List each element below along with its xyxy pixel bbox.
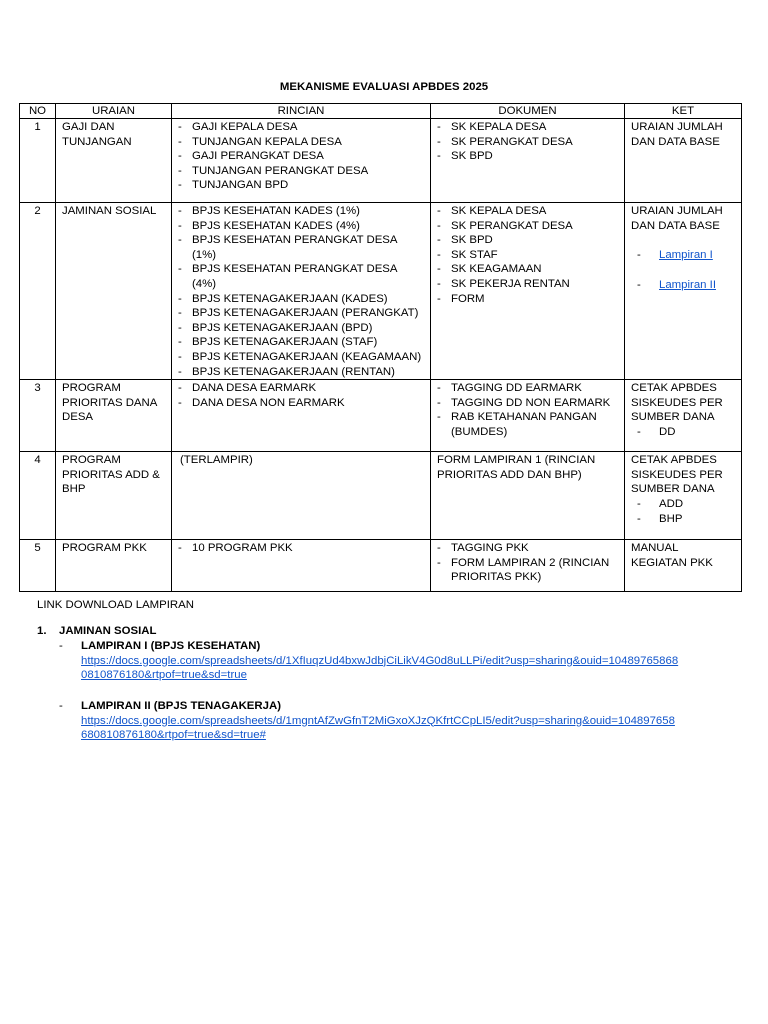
table-row	[20, 203, 742, 380]
section-heading	[37, 624, 697, 639]
row-rincian	[172, 540, 431, 592]
list-item: - SK BPD	[437, 149, 618, 164]
row-rincian	[172, 452, 431, 540]
lampiran-2-url-link[interactable]: https://docs.google.com/spreadsheets/d/1mgntAfZwGfnT2MiGxoXJzQKfrtCCpLI5/edit?usp=sharing&ouid=104897658680810876180&rtpof=true&sd=true#	[81, 714, 675, 742]
list-item: - TUNJANGAN KEPALA DESA	[178, 135, 424, 150]
row-no: 3	[20, 380, 56, 452]
row-uraian: GAJI DAN TUNJANGAN	[56, 119, 172, 203]
list-item: - RAB KETAHANAN PANGAN (BUMDES)	[437, 410, 618, 439]
row-uraian: PROGRAM PKK	[56, 540, 172, 592]
list-item: - SK KEAGAMAAN	[437, 262, 618, 277]
list-item: - ADD	[631, 497, 735, 512]
list-item: - TAGGING DD NON EARMARK	[437, 396, 618, 411]
list-item: - BPJS KETENAGAKERJAAN (KEAGAMAAN)	[178, 350, 424, 365]
list-item: - BPJS KESEHATAN PERANGKAT DESA (4%)	[178, 262, 424, 291]
row-dokumen	[431, 203, 625, 380]
list-item: - BPJS KETENAGAKERJAAN (PERANGKAT)	[178, 306, 424, 321]
table-row	[20, 119, 742, 203]
header-rincian: RINCIAN	[172, 104, 431, 119]
list-item: - BHP	[631, 512, 735, 527]
list-item	[631, 248, 735, 263]
list-item: - BPJS KETENAGAKERJAAN (BPD)	[178, 321, 424, 336]
lampiran-2-link[interactable]: Lampiran II	[659, 278, 716, 291]
list-item: - SK PERANGKAT DESA	[437, 135, 618, 150]
row-rincian	[172, 380, 431, 452]
header-dokumen: DOKUMEN	[431, 104, 625, 119]
row-no: 5	[20, 540, 56, 592]
page-title: MEKANISME EVALUASI APBDES 2025	[279, 81, 489, 93]
table-row	[20, 380, 742, 452]
row-uraian: PROGRAM PRIORITAS DANA DESA	[56, 380, 172, 452]
section-number: 1.	[37, 624, 47, 637]
list-item: - BPJS KESEHATAN KADES (4%)	[178, 219, 424, 234]
lampiran-label: LAMPIRAN II (BPJS TENAGAKERJA)	[81, 699, 281, 712]
list-item: - BPJS KETENAGAKERJAAN (RENTAN)	[178, 365, 424, 380]
list-item: - FORM	[437, 292, 618, 307]
ket-text: URAIAN JUMLAH DAN DATA BASE	[631, 205, 723, 232]
ket-text: CETAK APBDES SISKEUDES PER SUMBER DANA	[631, 382, 723, 424]
list-item: - FORM LAMPIRAN 2 (RINCIAN PRIORITAS PKK)	[437, 556, 618, 585]
row-ket: MANUAL KEGIATAN PKK	[625, 540, 742, 592]
row-rincian	[172, 119, 431, 203]
row-dokumen: FORM LAMPIRAN 1 (RINCIAN PRIORITAS ADD DAN BHP)	[431, 452, 625, 540]
row-uraian: JAMINAN SOSIAL	[56, 203, 172, 380]
table-row	[20, 540, 742, 592]
table-header-row	[20, 104, 742, 119]
list-item: - 10 PROGRAM PKK	[178, 541, 424, 556]
header-uraian: URAIAN	[56, 104, 172, 119]
list-item: - GAJI KEPALA DESA	[178, 120, 424, 135]
list-item	[631, 278, 735, 293]
list-item: - SK STAF	[437, 248, 618, 263]
lampiran-item: - LAMPIRAN I (BPJS KESEHATAN) https://docs.google.com/spreadsheets/d/1XfIuqzUd4bxwJdbjCiLikV4G0d8uLLPi/edit?usp=sharing&ouid=104897658680810876180&rtpof=true&sd=true	[37, 639, 697, 683]
row-ket	[625, 203, 742, 380]
list-item: - BPJS KESEHATAN KADES (1%)	[178, 204, 424, 219]
lampiran-1-url-link[interactable]: https://docs.google.com/spreadsheets/d/1XfIuqzUd4bxwJdbjCiLikV4G0d8uLLPi/edit?usp=sharing&ouid=104897658680810876180&rtpof=true&sd=true	[81, 654, 679, 682]
rincian-text: (TERLAMPIR)	[180, 454, 253, 467]
list-item: - BPJS KETENAGAKERJAAN (STAF)	[178, 335, 424, 350]
row-dokumen	[431, 380, 625, 452]
row-ket: URAIAN JUMLAH DAN DATA BASE	[625, 119, 742, 203]
list-item: - TAGGING DD EARMARK	[437, 381, 618, 396]
lampiran-1-link[interactable]: Lampiran I	[659, 249, 713, 262]
list-item: - SK KEPALA DESA	[437, 204, 618, 219]
row-no: 4	[20, 452, 56, 540]
download-section	[37, 598, 697, 743]
table-row	[20, 452, 742, 540]
list-item: - BPJS KESEHATAN PERANGKAT DESA (1%)	[178, 233, 424, 262]
list-item: - SK KEPALA DESA	[437, 120, 618, 135]
evaluation-table	[19, 103, 742, 592]
list-item: - BPJS KETENAGAKERJAAN (KADES)	[178, 292, 424, 307]
list-item: - GAJI PERANGKAT DESA	[178, 149, 424, 164]
list-item: - DANA DESA NON EARMARK	[178, 396, 424, 411]
lampiran-item: - LAMPIRAN II (BPJS TENAGAKERJA) https://docs.google.com/spreadsheets/d/1mgntAfZwGfnT2MiGxoXJzQKfrtCCpLI5/edit?usp=sharing&ouid=104897658680810876180&rtpof=true&sd=true#	[37, 699, 697, 743]
list-item: - TAGGING PKK	[437, 541, 618, 556]
list-item: - SK BPD	[437, 233, 618, 248]
row-ket	[625, 380, 742, 452]
list-item: - SK PEKERJA RENTAN	[437, 277, 618, 292]
list-item: - DD	[631, 425, 735, 440]
row-dokumen	[431, 119, 625, 203]
row-ket	[625, 452, 742, 540]
row-dokumen	[431, 540, 625, 592]
header-no: NO	[20, 104, 56, 119]
lampiran-label: LAMPIRAN I (BPJS KESEHATAN)	[81, 640, 261, 653]
section-title: JAMINAN SOSIAL	[59, 624, 157, 637]
ket-text: CETAK APBDES SISKEUDES PER SUMBER DANA	[631, 454, 723, 496]
list-item: - TUNJANGAN BPD	[178, 178, 424, 193]
list-item: - SK PERANGKAT DESA	[437, 219, 618, 234]
row-no: 2	[20, 203, 56, 380]
list-item: - DANA DESA EARMARK	[178, 381, 424, 396]
row-no: 1	[20, 119, 56, 203]
list-item: - TUNJANGAN PERANGKAT DESA	[178, 164, 424, 179]
row-uraian: PROGRAM PRIORITAS ADD & BHP	[56, 452, 172, 540]
header-ket: KET	[625, 104, 742, 119]
row-rincian	[172, 203, 431, 380]
download-title: LINK DOWNLOAD LAMPIRAN	[37, 599, 194, 611]
